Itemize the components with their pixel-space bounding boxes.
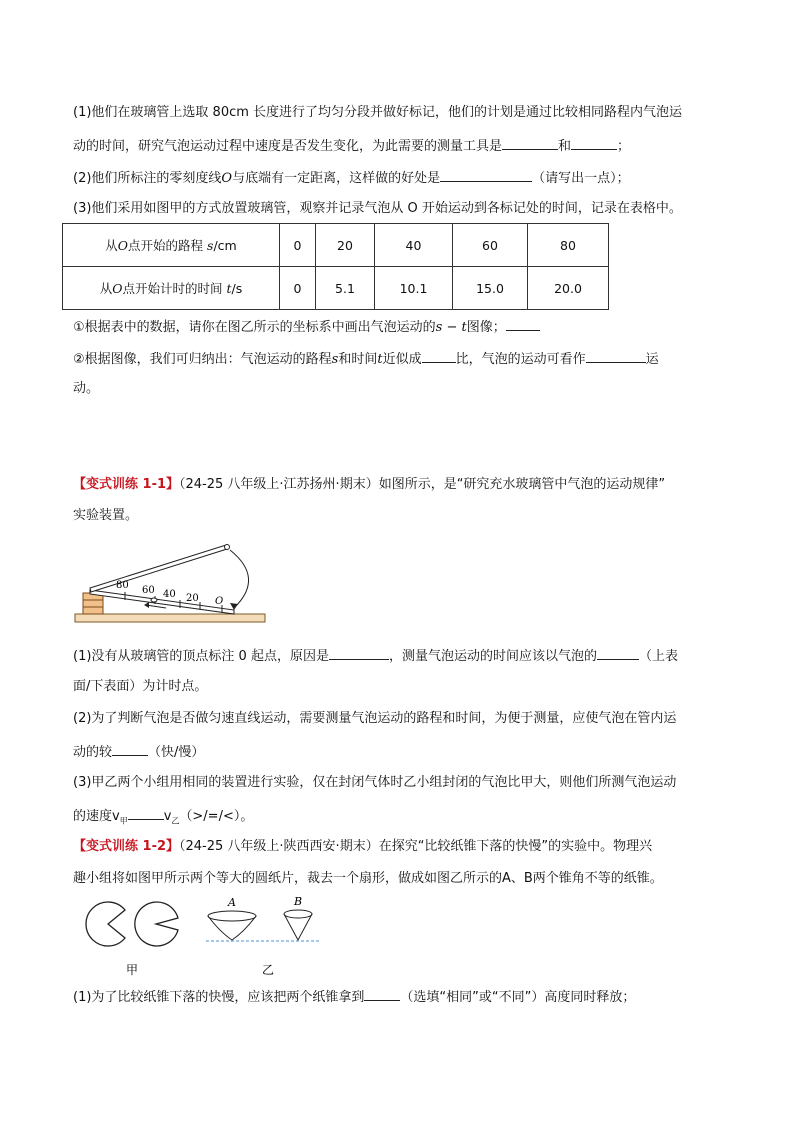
table-row [63, 267, 609, 310]
answer-blank[interactable] [364, 986, 400, 1001]
table-cell: 80 [528, 224, 609, 267]
question-3-line: (3)他们采用如图甲的方式放置玻璃管，观察并记录气泡从 O 开始运动到各标记处的时间，记录在表格中。 [73, 201, 682, 216]
table-cell: 15.0 [453, 267, 528, 310]
answer-blank[interactable] [329, 645, 389, 660]
question-text: （请写出一点）； [532, 171, 630, 186]
table-row-label: 从O点开始计时的时间 t/s [63, 267, 280, 310]
variant-1-1-heading-2: 实验装置。 [73, 508, 139, 523]
question-text: 与底端有一定距离，这样做的好处是 [232, 171, 441, 186]
question-text: 动的时间，研究气泡运动过程中速度是否发生变化，为此需要的测量工具是 [73, 139, 503, 154]
paper-disc-1 [86, 902, 125, 946]
question-2-line [73, 167, 733, 189]
answer-blank[interactable] [586, 348, 646, 363]
question-text: 和 [558, 139, 572, 154]
ground-board [75, 614, 265, 622]
arrow-head [144, 602, 149, 608]
variant-1-1-q3: (3)甲乙两个小组用相同的装置进行实验，仅在封闭气体时乙小组封闭的气泡比甲大，则他们所测气泡运动 [73, 775, 677, 790]
variant-1-1-q2: (2)为了判断气泡是否做匀速直线运动，需要测量气泡运动的路程和时间，为便于测量，应使气泡在管内运 [73, 711, 677, 726]
rotation-arc [230, 550, 249, 608]
answer-blank[interactable] [506, 316, 540, 331]
variant-1-1-q1-cont: 面/下表面）为计时点。 [73, 679, 208, 694]
glass-tube-figure [70, 538, 270, 630]
data-table [62, 223, 609, 310]
table-row [63, 224, 609, 267]
sub-question-1: ①根据表中的数据，请你在图乙所示的坐标系中画出气泡运动的s − t图像； [73, 316, 733, 338]
variant-1-2-heading: 【变式训练 1-2】（24-25 八年级上·陕西西安·期末）在探究“比较纸锥下落的快慢”的实验中。物理兴 [73, 839, 653, 854]
question-1-line: (1)他们在玻璃管上选取 80cm 长度进行了均匀分段并做好标记，他们的计划是通过比较相同路程内气泡运 [73, 105, 683, 120]
figure-caption-yi: 乙 [262, 963, 275, 977]
table-cell: 40 [375, 224, 453, 267]
sub-question-2: ②根据图像，我们可归纳出：气泡运动的路程s和时间t近似成 比，气泡的运动可看作 运 [73, 348, 733, 370]
table-cell: 20.0 [528, 267, 609, 310]
cone-b-rim [284, 910, 312, 918]
paper-cone-figure [70, 892, 330, 982]
variant-tag: 【变式训练 1-1】 [73, 477, 180, 492]
table-cell: 10.1 [375, 267, 453, 310]
arc-arrow-head [230, 603, 238, 610]
table-cell: 60 [453, 224, 528, 267]
answer-blank[interactable] [597, 645, 639, 660]
air-bubble [151, 598, 157, 602]
answer-blank[interactable] [440, 167, 532, 182]
inclined-tube [90, 590, 234, 614]
variant-1-2-heading-2: 趣小组将如图甲所示两个等大的圆纸片，裁去一个扇形，做成如图乙所示的A、B两个锥角不等的纸锥。 [73, 871, 663, 886]
zero-mark-label: O [221, 171, 233, 186]
raised-tube [90, 545, 227, 592]
tube-end [225, 545, 230, 550]
tube-label: 80 [116, 580, 129, 591]
table-cell: 5.1 [316, 267, 375, 310]
tube-label: 60 [142, 585, 155, 596]
variant-1-1-q1: (1)没有从玻璃管的顶点标注 0 起点，原因是 ，测量气泡运动的时间应该以气泡的 （上表 [73, 645, 733, 667]
variant-1-1-q3-cont: 的速度$v_甲$ $v_乙(>/=/<)$。 [73, 805, 733, 832]
paper-disc-2 [135, 902, 178, 946]
variant-1-2-q1: (1)为了比较纸锥下落的快慢，应该把两个纸锥拿到 （选填“相同”或“不同”）高度同时释放； [73, 986, 733, 1008]
variant-tag: 【变式训练 1-2】 [73, 839, 180, 854]
cone-a-label: A [228, 896, 236, 909]
support-block [83, 600, 103, 607]
figure-caption-jia: 甲 [126, 963, 139, 977]
answer-blank[interactable] [128, 805, 164, 820]
answer-blank[interactable] [112, 741, 148, 756]
answer-blank[interactable] [571, 135, 617, 150]
question-text: ； [617, 139, 631, 154]
table-cell: 0 [280, 224, 316, 267]
answer-blank[interactable] [422, 348, 456, 363]
question-1-line-2 [73, 135, 733, 157]
table-row-label: 从O点开始的路程 s/cm [63, 224, 280, 267]
cone-a-rim [208, 911, 256, 921]
sub-question-2-cont: 动。 [73, 381, 100, 396]
tube-label: O [215, 596, 224, 607]
tube-label: 20 [186, 593, 199, 604]
table-cell: 20 [316, 224, 375, 267]
tube-label: 40 [163, 589, 176, 600]
support-block [83, 607, 103, 614]
variant-1-1-heading: 【变式训练 1-1】（24-25 八年级上·江苏扬州·期末）如图所示，是“研究充水玻璃管中气泡的运动规律” [73, 477, 666, 492]
question-text: (2)他们所标注的零刻度线 [73, 171, 222, 186]
answer-blank[interactable] [502, 135, 558, 150]
cone-b-label: B [294, 895, 303, 908]
table-cell: 0 [280, 267, 316, 310]
variant-1-1-q2-cont: 动的较 （快/慢） [73, 741, 733, 763]
